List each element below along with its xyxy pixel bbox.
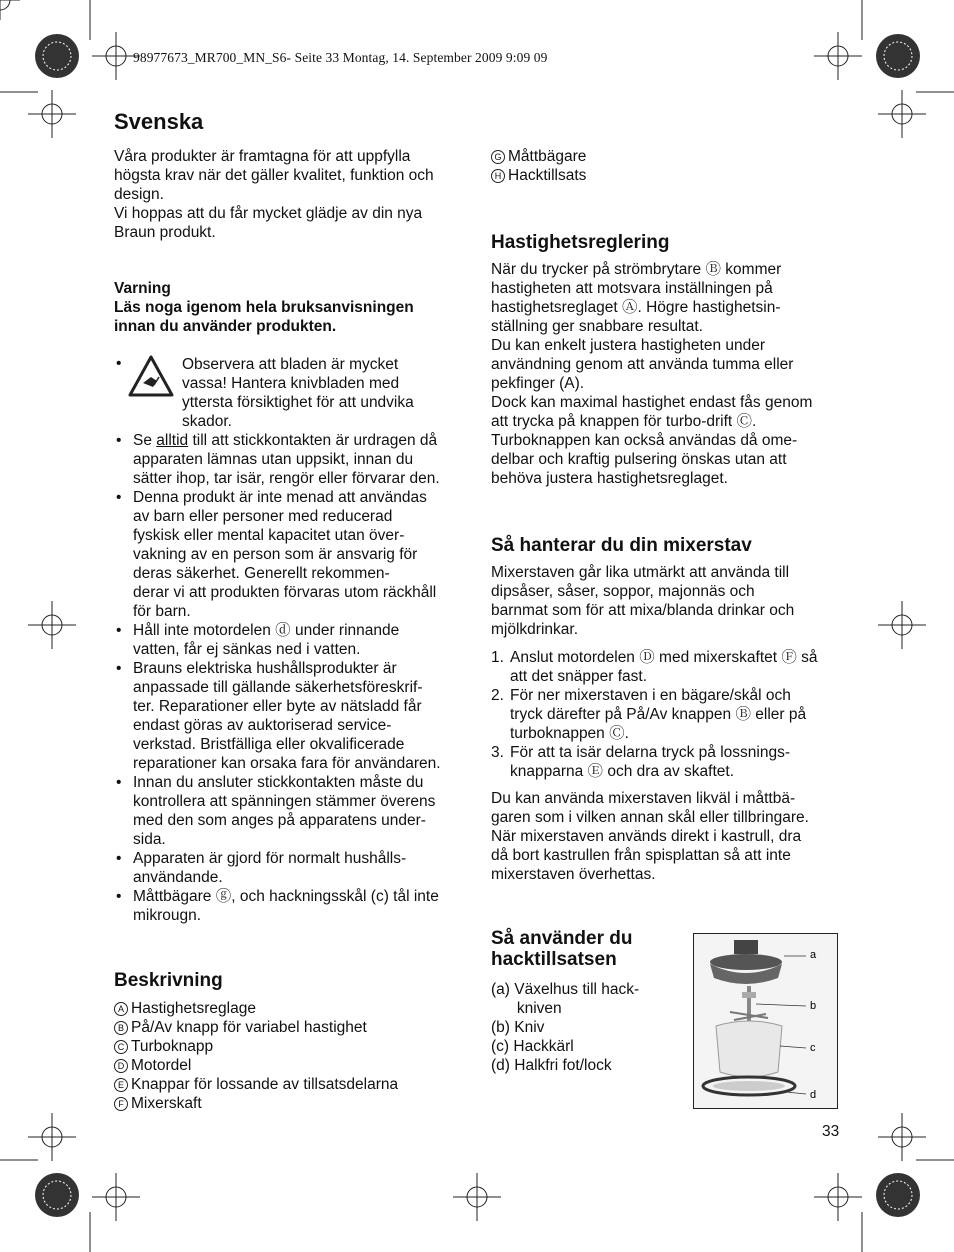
figure-label-c: c	[810, 1042, 816, 1054]
description-item	[114, 1075, 398, 1094]
list-item: • Håll inte motordelen ⓓ under rinnande vatten, får ej sänkas ned i vatten.	[114, 621, 469, 659]
list-item	[114, 431, 469, 488]
step-text: För ner mixerstaven i en bägare/skål och tryck därefter på På/Av knappen Ⓑ eller på turboknappen Ⓒ.	[510, 687, 807, 742]
list-item: (d) Halkfri fot/lock	[491, 1057, 612, 1074]
chopper-drawing	[694, 934, 837, 1108]
description-item	[114, 1094, 202, 1113]
step-number: 3.	[491, 744, 504, 761]
hacktillsats-parts	[491, 980, 639, 1075]
warning-blade-icon	[128, 355, 174, 397]
description-item	[114, 1018, 367, 1037]
hantera-heading: Så hanterar du din mixerstav	[491, 535, 752, 556]
letter-circle: E	[114, 1078, 128, 1092]
description-text: Motordel	[131, 1057, 192, 1074]
list-item: • Apparaten är gjord för normalt hushålls- användande.	[114, 849, 469, 887]
description-text: Hastighetsreglage	[131, 1000, 256, 1017]
description-item	[491, 166, 586, 185]
letter-circle: A	[114, 1002, 128, 1016]
list-item: • Denna produkt är inte menad att användas av barn eller personer med reducerad fyskisk eller mental kapacitet utan över- vakning av en person som är ansvarig för deras säkerhet. Generellt rekommen- derar vi att produkten förvaras utom räckhåll för barn.	[114, 488, 469, 621]
hacktillsats-heading: Så använder du hacktillsatsen	[491, 928, 633, 970]
hantera-steps	[491, 648, 841, 781]
print-slug: 98977673_MR700_MN_S6- Seite 33 Montag, 14. September 2009 9:09 09	[133, 50, 548, 65]
bullet-text-rest: till att stickkontakten är urdragen då apparaten lämnas utan uppsikt, innan du sätter ihop, tar isär, rengör eller förvarar den.	[133, 432, 440, 487]
list-item: (c) Hackkärl	[491, 1038, 574, 1055]
letter-circle: C	[114, 1040, 128, 1054]
description-item	[114, 1056, 191, 1075]
page-title: Svenska	[114, 109, 204, 134]
description-item	[114, 1037, 213, 1056]
bullet-dot: •	[116, 355, 122, 372]
hantera-text: Mixerstaven går lika utmärkt att använda till dipsåser, såser, soppor, majonnäs och barnmat som för att mixa/blanda drinkar och mjölkdrinkar.	[491, 564, 795, 638]
description-text: Hacktillsats	[508, 167, 587, 184]
description-text: Knappar för lossande av tillsatsdelarna	[131, 1076, 399, 1093]
figure-label-d: d	[810, 1089, 817, 1101]
list-item	[491, 648, 841, 686]
step-number: 1.	[491, 649, 504, 666]
letter-circle: H	[491, 169, 505, 183]
intro-text: Våra produkter är framtagna för att uppfylla högsta krav när det gäller kvalitet, funktion och design. Vi hoppas att du får mycket glädje av din nya Braun produkt.	[114, 148, 434, 241]
hantera-after-text: Du kan använda mixerstaven likväl i måttbä- garen som i vilken annan skål eller tillbringare. När mixerstaven används direkt i kastrull, dra då bort kastrullen från spisplattan så att inte mixerstaven överhettas.	[491, 790, 809, 883]
first-bullet-text: Observera att bladen är mycket vassa! Hantera knivbladen med yttersta försiktighet för att undvika skador.	[182, 356, 414, 430]
warning-heading: Varning	[114, 280, 171, 297]
letter-circle: F	[114, 1097, 128, 1111]
description-item	[491, 147, 586, 166]
page-number: 33	[822, 1123, 840, 1140]
letter-circle: G	[491, 150, 505, 164]
step-number: 2.	[491, 687, 504, 704]
list-item	[491, 743, 841, 781]
letter-circle: D	[114, 1059, 128, 1073]
beskrivning-heading: Beskrivning	[114, 970, 223, 991]
step-text: För att ta isär delarna tryck på lossnings- knapparna Ⓔ och dra av skaftet.	[510, 744, 790, 780]
warning-text: Läs noga igenom hela bruksanvisningen innan du använder produkten.	[114, 299, 414, 335]
list-item: (a) Växelhus till hack- kniven	[491, 981, 640, 1017]
list-item: (b) Kniv	[491, 1019, 545, 1036]
figure-label-b: b	[810, 1000, 817, 1012]
step-text: Anslut motordelen Ⓓ med mixerskaftet Ⓕ så att det snäpper fast.	[510, 649, 818, 685]
list-item: • Innan du ansluter stickkontakten måste du kontrollera att spänningen stämmer överens med den som anges på apparatens under- sida.	[114, 773, 469, 849]
list-item: • Måttbägare ⓖ, och hackningsskål (c) tål inte mikrougn.	[114, 887, 469, 925]
description-text: Mixerskaft	[131, 1095, 202, 1112]
description-item	[114, 999, 256, 1018]
description-text: Turboknapp	[131, 1038, 214, 1055]
letter-circle: B	[114, 1021, 128, 1035]
hastighet-heading: Hastighetsreglering	[491, 232, 670, 253]
hastighet-text: När du trycker på strömbrytare Ⓑ kommer hastigheten att motsvara inställningen på hastighetsreglaget Ⓐ. Högre hastighetsin- ställning ger snabbare resultat. Du kan enkelt justera hastigheten under användning genom att använda tumma eller pekfinger (A). Dock kan maximal hastighet endast fås genom att trycka på knappen för turbo-drift Ⓒ. Turboknappen kan också användas då ome- delbar och kraftig pulsering önskas utan att behöva justera hastighetsreglaget.	[491, 261, 813, 487]
bullet-text-prefix: Se	[133, 432, 157, 449]
safety-bullets	[114, 431, 469, 925]
figure-label-a: a	[810, 949, 817, 961]
chopper-illustration	[693, 933, 838, 1109]
list-item: • Brauns elektriska hushållsprodukter är anpassade till gällande säkerhetsföreskrif- ter. Reparationer eller byte av nätsladd får endast göras av auktoriserad service- verkstad. Bristfälliga eller okvalificerade reparationer kan orsaka fara för användaren.	[114, 659, 469, 773]
description-text: På/Av knapp för variabel hastighet	[131, 1019, 367, 1036]
description-text: Måttbägare	[508, 148, 587, 165]
underlined-word: alltid	[156, 432, 189, 449]
list-item	[491, 686, 841, 743]
